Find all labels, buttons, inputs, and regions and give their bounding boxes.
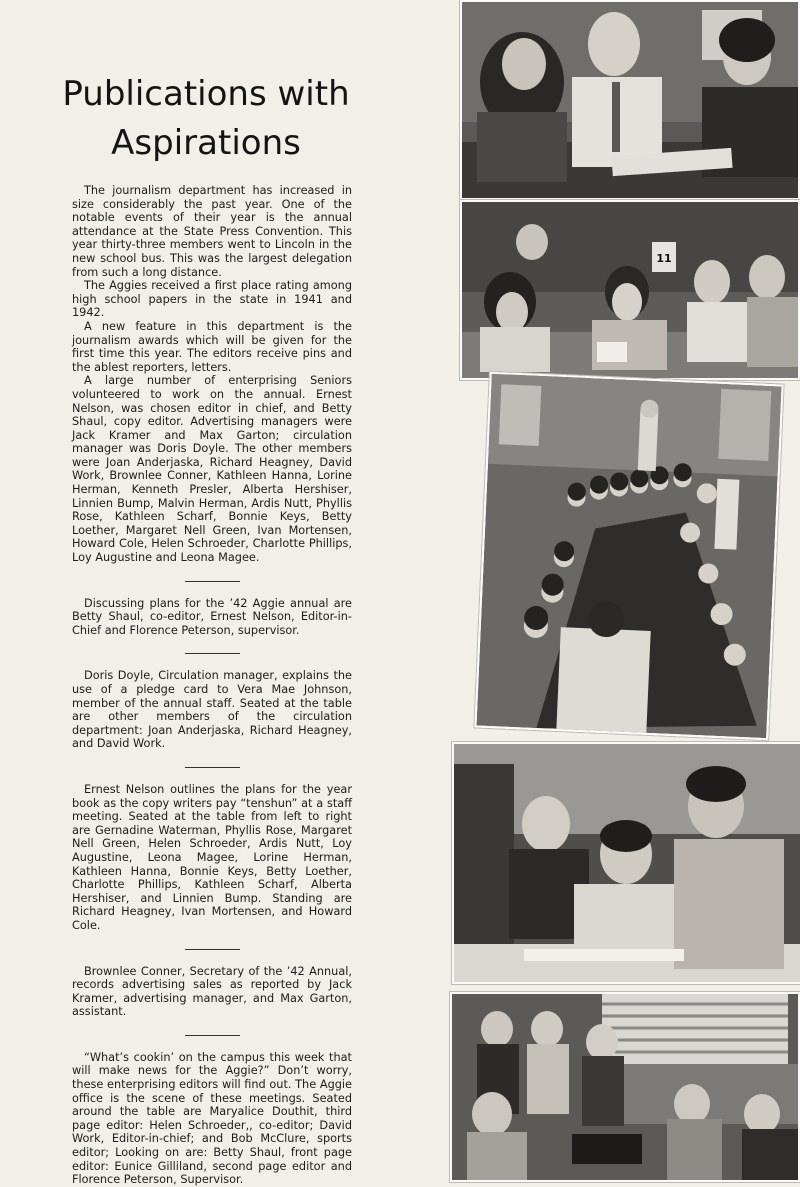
- caption-advertising: [72, 965, 352, 1019]
- caption-text: “What’s cookin’ on the campus this week that will make news for the Aggie?” Don’t worry, these enterprising editors will find out. The Aggie office is the scene of these meetings. Seated around the table are Maryalice Douthit, third page editor: Helen Schroeder,, co-editor; David Work, Editor-in-chief; and Bob McClure, sports editor; Looking on are: Betty Shaul, front page editor: Eunice Gilliland, second page editor and Florence Peterson, Supervisor.: [72, 1050, 352, 1187]
- photo-annual-plans: [460, 0, 800, 200]
- divider: [185, 1035, 240, 1036]
- caption-annual-plans: [72, 597, 352, 638]
- caption-staff-meeting: [72, 783, 352, 933]
- caption-text: Discussing plans for the ’42 Aggie annual are Betty Shaul, co-editor, Ernest Nelson, Editor-in-Chief and Florence Peterson, supervisor.: [72, 596, 352, 637]
- text-column: [72, 184, 352, 1187]
- divider: [185, 949, 240, 950]
- divider: [185, 767, 240, 768]
- body-paragraph: The journalism department has increased in size considerably the past year. One of the notable events of their year is the annual attendance at the State Press Convention. This year thirty-three members went to Lincoln in the new school bus. This was the largest delegation from such a long distance.: [72, 184, 352, 279]
- photo-staff-meeting: [474, 372, 783, 740]
- photo-advertising-image: [454, 744, 800, 982]
- caption-text: Ernest Nelson outlines the plans for the year book as the copy writers pay “tenshun” at a staff meeting. Seated at the table from left to right are Gernadine Waterman, Phyllis Rose, Margaret Nell Green, Helen Schroeder, Ardis Nutt, Loy Augustine, Leona Magee, Lorine Herman, Kathleen Hanna, Bonnie Keys, Betty Loether, Charlotte Phillips, Kathleen Scharf, Alberta Hershiser, and Linnien Bump. Standing are Richard Heagney, Ivan Mortensen, and Howard Cole.: [72, 782, 352, 932]
- body-text: [72, 184, 352, 565]
- caption-text: Doris Doyle, Circulation manager, explains the use of a pledge card to Vera Mae Johnson, member of the annual staff. Seated at the table are other members of the circulation department: Joan Anderjaska, Richard Heagney, and David Work.: [72, 669, 352, 751]
- divider: [185, 581, 240, 582]
- photo-annual-plans-image: [462, 2, 798, 198]
- photo-aggie-office-image: [452, 994, 798, 1180]
- body-paragraph: A large number of enterprising Seniors volunteered to work on the annual. Ernest Nelson, was chosen editor in chief, and Betty Shaul, copy editor. Advertising managers were Jack Kramer and Max Garton; circulation manager was Doris Doyle. The other members were Joan Anderjaska, Richard Heagney, David Work, Brownlee Conner, Kathleen Hanna, Lorine Herman, Kenneth Presler, Alberta Hershiser, Linnien Bump, Malvin Herman, Ardis Nutt, Phyllis Rose, Kathleen Scharf, Bonnie Keys, Betty Loether, Margaret Nell Green, Ivan Mortensen, Howard Cole, Helen Schroeder, Charlotte Phillips, Loy Augustine and Leona Magee.: [72, 374, 352, 565]
- photo-staff-meeting-image: [476, 374, 781, 738]
- caption-circulation: [72, 669, 352, 751]
- photo-advertising: [452, 742, 800, 984]
- caption-text: Brownlee Conner, Secretary of the ’42 Annual, records advertising sales as reported by Jack Kramer, advertising manager, and Max Garton, assistant.: [72, 964, 352, 1019]
- title-line-2: Aspirations: [111, 123, 301, 163]
- body-paragraph: The Aggies received a first place rating among high school papers in the state in 1941 and 1942.: [72, 279, 352, 320]
- body-paragraph: A new feature in this department is the journalism awards which will be given for the first time this year. The editors receive pins and the ablest reporters, letters.: [72, 319, 352, 374]
- caption-aggie-office: [72, 1051, 352, 1187]
- divider: [185, 653, 240, 654]
- title-line-1: Publications with: [62, 74, 350, 114]
- page-title: [20, 70, 392, 168]
- photo-circulation: [460, 200, 800, 380]
- photo-aggie-office: [450, 992, 800, 1182]
- photo-circulation-image: [462, 202, 798, 378]
- calendar-number: 11: [656, 252, 672, 265]
